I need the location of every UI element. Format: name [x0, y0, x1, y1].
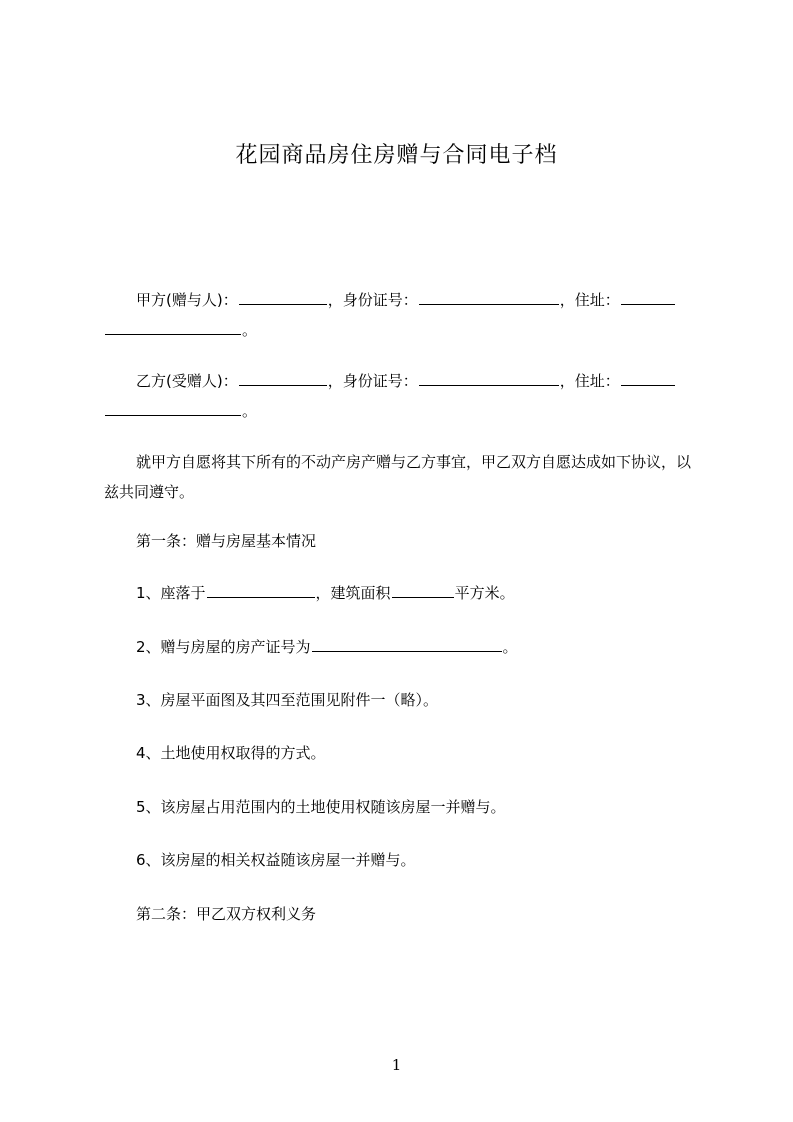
item-1-middle: ，建筑面积 — [315, 584, 391, 602]
item-3: 3、房屋平面图及其四至范围见附件一（略）。 — [136, 691, 439, 709]
party-a-line — [104, 285, 704, 315]
party-b-line-2 — [104, 396, 704, 426]
party-b-name-blank — [239, 371, 327, 386]
item-2-suffix: 。 — [502, 638, 518, 656]
party-a-address-blank-1 — [621, 290, 675, 305]
document-title: 花园商品房住房赠与合同电子档 — [235, 143, 558, 168]
party-b-id-blank — [419, 371, 559, 386]
item-1-location-blank — [207, 583, 315, 598]
item-1 — [136, 582, 515, 604]
party-b-line — [104, 366, 704, 396]
article-2-heading: 第二条：甲乙双方权利义务 — [136, 905, 317, 923]
item-5: 5、该房屋占用范围内的土地使用权随该房屋一并赠与。 — [136, 798, 506, 816]
party-b-address-blank-2 — [105, 401, 241, 416]
page-number: 1 — [391, 1056, 402, 1074]
party-a-address-label: ，住址： — [559, 291, 620, 309]
article-1-heading: 第一条：赠与房屋基本情况 — [136, 532, 317, 550]
item-2-certificate-blank — [312, 637, 502, 652]
party-a-line-2 — [104, 315, 704, 345]
item-2-prefix: 2、赠与房屋的房产证号为 — [136, 638, 311, 656]
party-b-address-label: ，住址： — [559, 372, 620, 390]
party-b-address-blank-1 — [621, 371, 675, 386]
party-a-label: 甲方(赠与人)： — [136, 291, 238, 309]
item-1-area-blank — [392, 583, 454, 598]
party-a-address-blank-2 — [105, 320, 241, 335]
item-2 — [136, 636, 518, 658]
party-a-id-label: ，身份证号： — [327, 291, 418, 309]
intro-paragraph: 就甲方自愿将其下所有的不动产房产赠与乙方事宜，甲乙双方自愿达成如下协议，以兹共同遵守。 — [104, 453, 692, 501]
party-b-label: 乙方(受赠人)： — [136, 372, 238, 390]
item-1-suffix: 平方米。 — [454, 584, 515, 602]
item-4: 4、土地使用权取得的方式。 — [136, 744, 326, 762]
party-b-end: 。 — [242, 402, 258, 420]
party-a-id-blank — [419, 290, 559, 305]
party-a-name-blank — [239, 290, 327, 305]
item-6: 6、该房屋的相关权益随该房屋一并赠与。 — [136, 851, 416, 869]
party-a-end: 。 — [242, 321, 258, 339]
party-b-id-label: ，身份证号： — [327, 372, 418, 390]
item-1-prefix: 1、座落于 — [136, 584, 206, 602]
